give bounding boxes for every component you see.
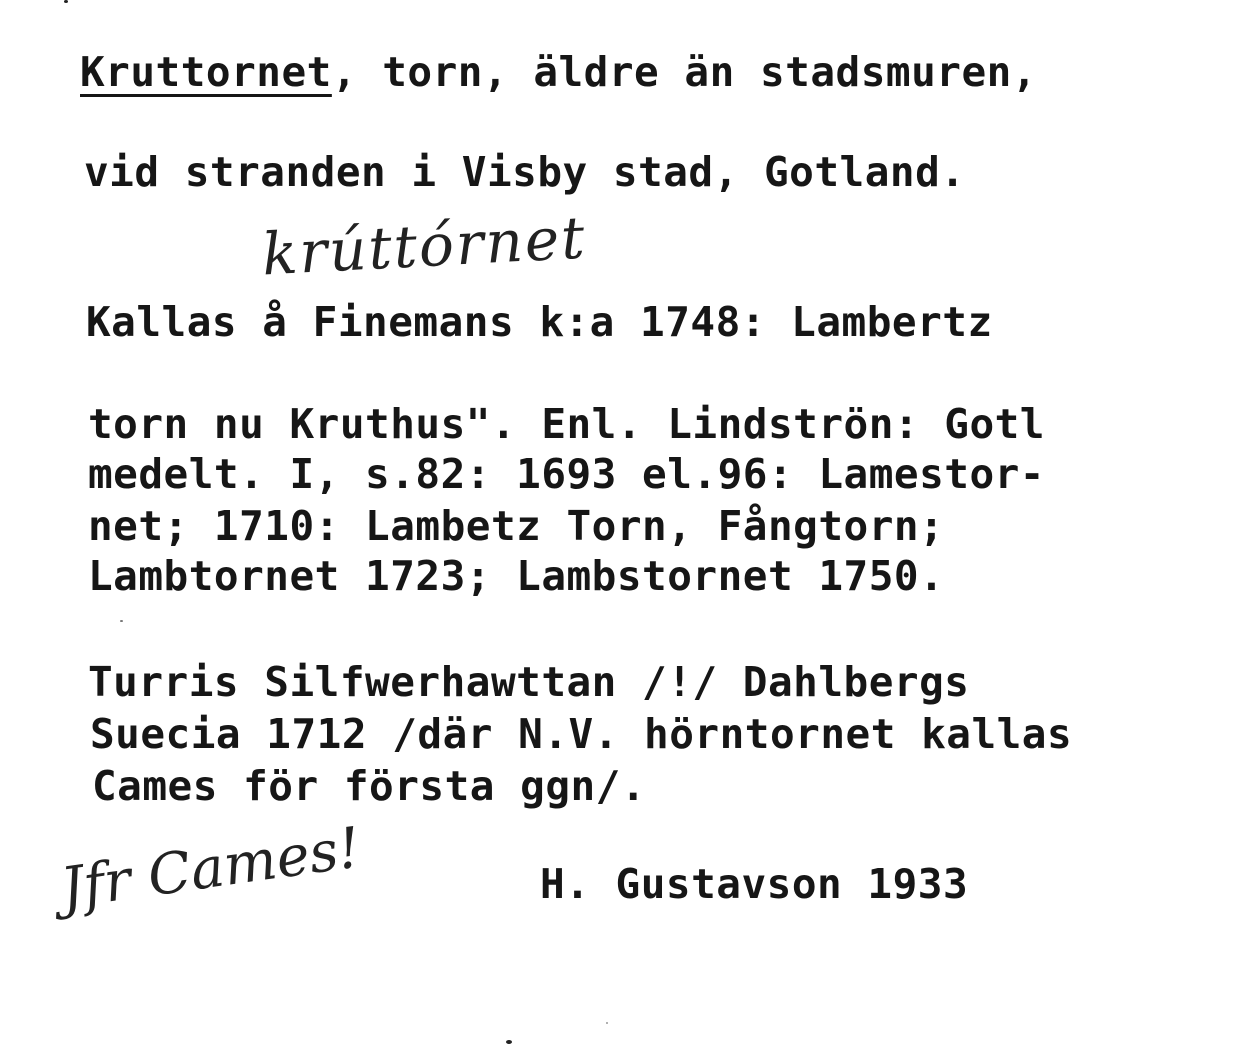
typed-line-3: Kallas å Finemans k:a 1748: Lambertz [86,298,993,346]
typed-line-6: net; 1710: Lambetz Torn, Fångtorn; [88,502,945,550]
margin-speck [120,620,123,622]
typed-line-7: Lambtornet 1723; Lambstornet 1750. [88,552,945,600]
handwritten-pronunciation: krúttórnet [260,203,589,289]
typed-line-8: Turris Silfwerhawttan /!/ Dahlbergs [88,658,970,706]
typed-line-9: Suecia 1712 /där N.V. hörntornet kallas [90,710,1073,758]
top-speck [64,0,68,3]
typed-line-5: medelt. I, s.82: 1693 el.96: Lamestor- [88,450,1045,498]
handwritten-note: Jfr Cames! [56,815,365,922]
typed-line-4: torn nu Kruthus". Enl. Lindströn: Gotl [88,400,1045,448]
bottom-speck [506,1040,512,1044]
typed-line-2: vid stranden i Visby stad, Gotland. [84,148,966,196]
author-signature: H. Gustavson 1933 [540,860,969,908]
typed-line-1 [80,48,1037,96]
headword-description: , torn, äldre än stadsmuren, [331,48,1037,96]
headword: Kruttornet [80,48,332,96]
tiny-speck [606,1022,608,1024]
typed-line-10: Cames för första ggn/. [92,762,647,810]
